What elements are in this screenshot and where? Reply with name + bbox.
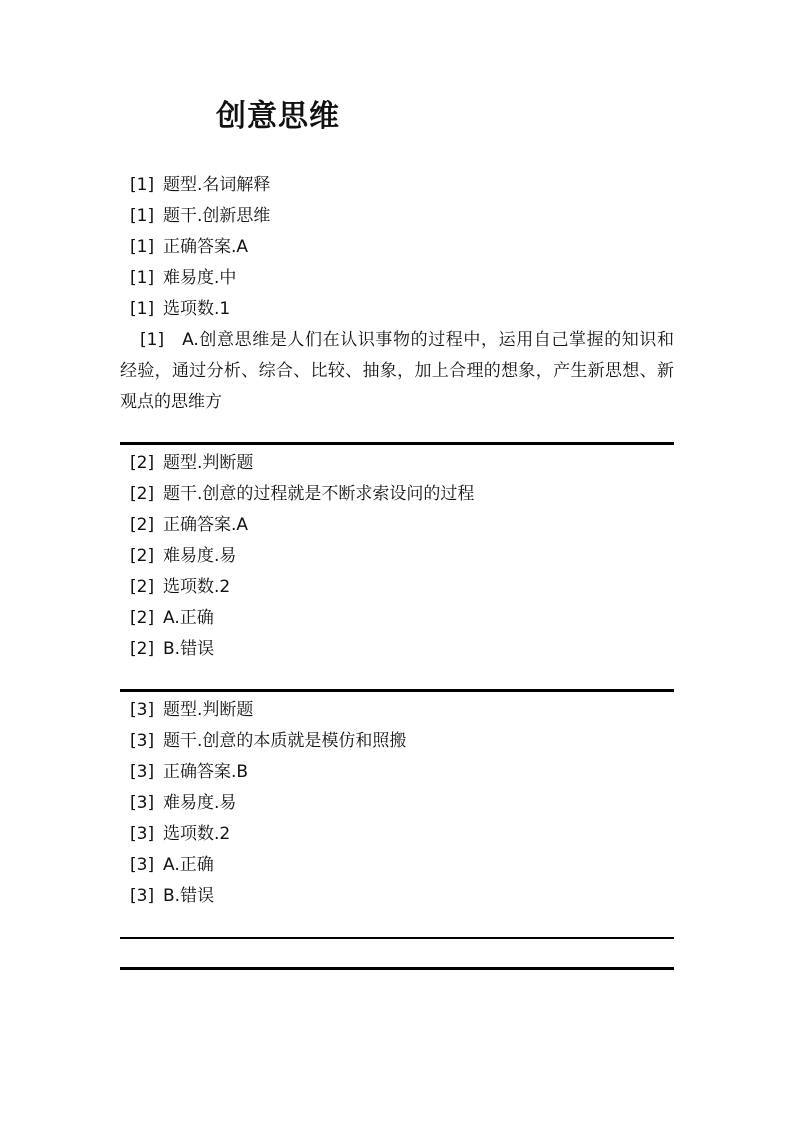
question-2 <box>120 448 674 665</box>
question-type: 题型.判断题 <box>163 700 254 720</box>
question-number: [3] <box>130 855 155 875</box>
question-answer: 正确答案.A <box>163 237 249 257</box>
question-stem: 题干.创新思维 <box>163 206 271 226</box>
question-line <box>120 881 674 912</box>
question-number: [2] <box>130 639 155 659</box>
question-number: [1] <box>130 299 155 319</box>
question-line <box>120 170 674 201</box>
section-divider <box>120 967 674 970</box>
question-option-b: B.错误 <box>163 639 215 659</box>
question-type: 题型.判断题 <box>163 453 254 473</box>
question-difficulty: 难易度.易 <box>163 793 237 813</box>
question-number: [2] <box>130 546 155 566</box>
question-line <box>120 541 674 572</box>
question-number: [2] <box>130 577 155 597</box>
question-line <box>120 510 674 541</box>
question-difficulty: 难易度.中 <box>163 268 237 288</box>
question-line <box>120 479 674 510</box>
question-number: [2] <box>130 608 155 628</box>
question-option-b: B.错误 <box>163 886 215 906</box>
question-answer: 正确答案.A <box>163 515 249 535</box>
question-line <box>120 294 674 325</box>
question-line <box>120 757 674 788</box>
question-line <box>120 695 674 726</box>
question-line <box>120 232 674 263</box>
question-number: [1] <box>130 175 155 195</box>
question-number: [3] <box>130 824 155 844</box>
section-divider <box>120 937 674 939</box>
section-divider <box>120 689 674 692</box>
question-number: [3] <box>130 700 155 720</box>
question-1 <box>120 170 674 418</box>
question-number: [3] <box>130 793 155 813</box>
question-line <box>120 819 674 850</box>
question-line <box>120 726 674 757</box>
question-number: [3] <box>130 731 155 751</box>
question-number: [3] <box>130 886 155 906</box>
question-option-text: A.创意思维是人们在认识事物的过程中，运用自己掌握的知识和经验，通过分析、综合、比较、抽象，加上合理的想象，产生新思想、新观点的思维方 <box>120 330 674 412</box>
question-number: [3] <box>130 762 155 782</box>
question-option-a: A.正确 <box>163 608 214 628</box>
question-stem: 题干.创意的本质就是模仿和照搬 <box>163 731 407 751</box>
question-type: 题型.名词解释 <box>163 175 271 195</box>
question-option-count: 选项数.1 <box>163 299 231 319</box>
section-divider <box>120 442 674 445</box>
question-number: [1] <box>130 206 155 226</box>
page-title: 创意思维 <box>216 99 340 134</box>
question-line <box>120 788 674 819</box>
question-line <box>120 850 674 881</box>
question-line <box>120 448 674 479</box>
question-line <box>120 263 674 294</box>
question-stem: 题干.创意的过程就是不断求索设问的过程 <box>163 484 475 504</box>
question-3 <box>120 695 674 912</box>
question-answer: 正确答案.B <box>163 762 249 782</box>
question-option-count: 选项数.2 <box>163 824 231 844</box>
question-number: [1] <box>130 268 155 288</box>
question-option-paragraph <box>120 325 674 418</box>
question-line <box>120 603 674 634</box>
question-number: [1] <box>130 237 155 257</box>
question-line <box>120 634 674 665</box>
question-number: [2] <box>130 515 155 535</box>
question-option-a: A.正确 <box>163 855 214 875</box>
question-number: [2] <box>130 453 155 473</box>
question-difficulty: 难易度.易 <box>163 546 237 566</box>
question-number: [1] <box>140 330 165 350</box>
question-line <box>120 201 674 232</box>
question-line <box>120 572 674 603</box>
question-option-count: 选项数.2 <box>163 577 231 597</box>
question-number: [2] <box>130 484 155 504</box>
